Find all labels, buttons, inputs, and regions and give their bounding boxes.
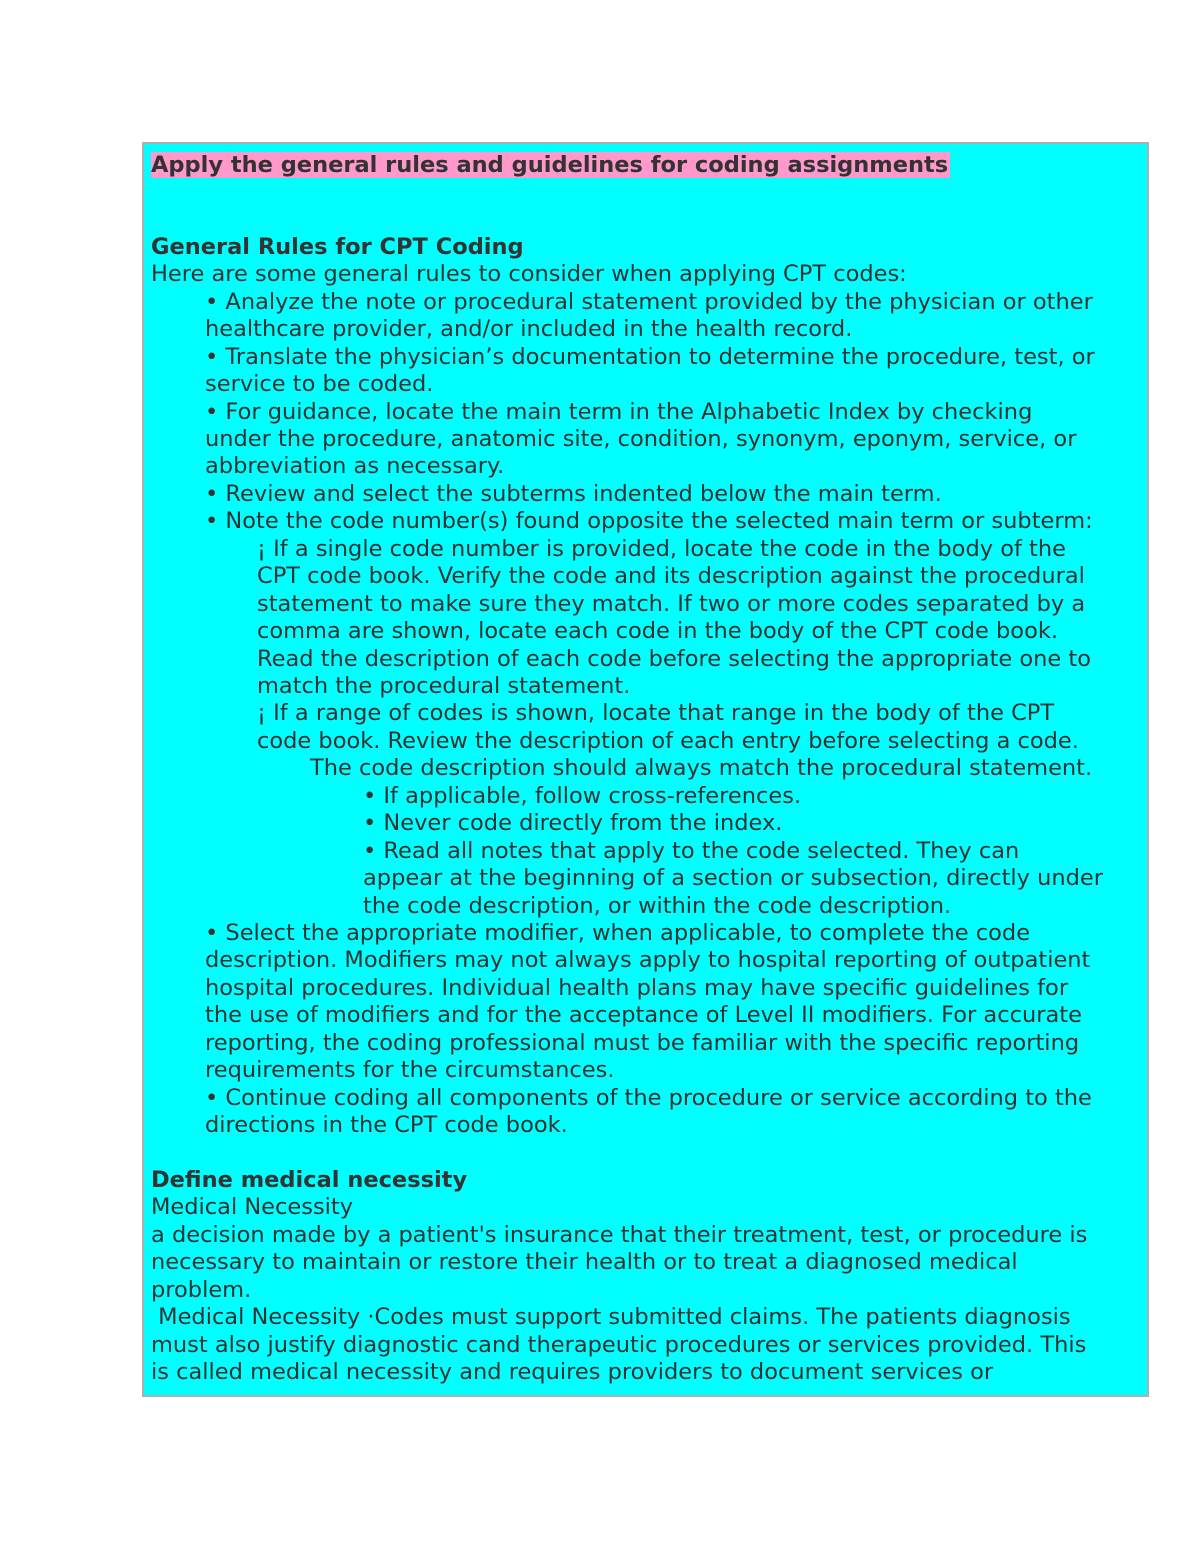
- nested-list-item: • If applicable, follow cross-references.: [363, 783, 802, 809]
- sub-list-item: match the procedural statement.: [257, 673, 631, 699]
- sub-list-item: ¡ If a range of codes is shown, locate that range in the body of the CPT: [257, 700, 1055, 726]
- paragraph-line: a decision made by a patient's insurance that their treatment, test, or procedure is: [151, 1222, 1088, 1248]
- list-item: description. Modifiers may not always apply to hospital reporting of outpatient: [205, 947, 1091, 973]
- list-item: • For guidance, locate the main term in the Alphabetic Index by checking: [205, 399, 1033, 425]
- list-item: • Select the appropriate modifier, when applicable, to complete the code: [205, 920, 1031, 946]
- list-item: hospital procedures. Individual health plans may have specific guidelines for: [205, 975, 1069, 1001]
- sub-list-item: Read the description of each code before selecting the appropriate one to: [257, 646, 1091, 672]
- list-item: • Analyze the note or procedural statement provided by the physician or other: [205, 289, 1093, 315]
- sub-list-item: CPT code book. Verify the code and its description against the procedural: [257, 563, 1085, 589]
- list-item: abbreviation as necessary.: [205, 453, 505, 479]
- section-title-cpt-rules: General Rules for CPT Coding: [151, 234, 524, 260]
- paragraph-line: must also justify diagnostic cand therapeutic procedures or services provided. This: [151, 1332, 1087, 1358]
- list-item: reporting, the coding professional must be familiar with the specific reporting: [205, 1030, 1080, 1056]
- sub-list-item: statement to make sure they match. If two or more codes separated by a: [257, 591, 1086, 617]
- list-item: under the procedure, anatomic site, condition, synonym, eponym, service, or: [205, 426, 1077, 452]
- list-item: healthcare provider, and/or included in the health record.: [205, 316, 853, 342]
- section-title-medical-necessity: Define medical necessity: [151, 1167, 468, 1193]
- list-item: • Note the code number(s) found opposite the selected main term or subterm:: [205, 508, 1093, 534]
- list-item: the use of modifiers and for the acceptance of Level II modifiers. For accurate: [205, 1002, 1082, 1028]
- heading-highlight: Apply the general rules and guidelines for coding assignments: [151, 152, 949, 178]
- list-item: service to be coded.: [205, 371, 434, 397]
- list-item: • Review and select the subterms indented below the main term.: [205, 481, 942, 507]
- nested-list-item: • Read all notes that apply to the code selected. They can: [363, 838, 1020, 864]
- paragraph-line: Medical Necessity ·Codes must support submitted claims. The patients diagnosis: [151, 1304, 1071, 1330]
- list-item: • Translate the physician’s documentation to determine the procedure, test, or: [205, 344, 1095, 370]
- list-item: • Continue coding all components of the procedure or service according to the: [205, 1085, 1092, 1111]
- paragraph-line: problem.: [151, 1277, 252, 1303]
- paragraph-line: necessary to maintain or restore their health or to treat a diagnosed medical: [151, 1249, 1018, 1275]
- sub-list-item: The code description should always match the procedural statement.: [310, 755, 1093, 781]
- paragraph-line: Medical Necessity: [151, 1194, 354, 1220]
- sub-list-item: comma are shown, locate each code in the body of the CPT code book.: [257, 618, 1059, 644]
- nested-list-item: the code description, or within the code description.: [363, 893, 952, 919]
- list-item: directions in the CPT code book.: [205, 1112, 568, 1138]
- nested-list-item: • Never code directly from the index.: [363, 810, 783, 836]
- list-item: requirements for the circumstances.: [205, 1057, 615, 1083]
- sub-list-item: ¡ If a single code number is provided, locate the code in the body of the: [257, 536, 1066, 562]
- nested-list-item: appear at the beginning of a section or subsection, directly under: [363, 865, 1104, 891]
- sub-list-item: code book. Review the description of each entry before selecting a code.: [257, 728, 1079, 754]
- document-page: [142, 142, 1149, 1397]
- page-heading: [151, 152, 950, 179]
- section-intro: Here are some general rules to consider when applying CPT codes:: [151, 261, 907, 287]
- paragraph-line: is called medical necessity and requires providers to document services or: [151, 1359, 994, 1385]
